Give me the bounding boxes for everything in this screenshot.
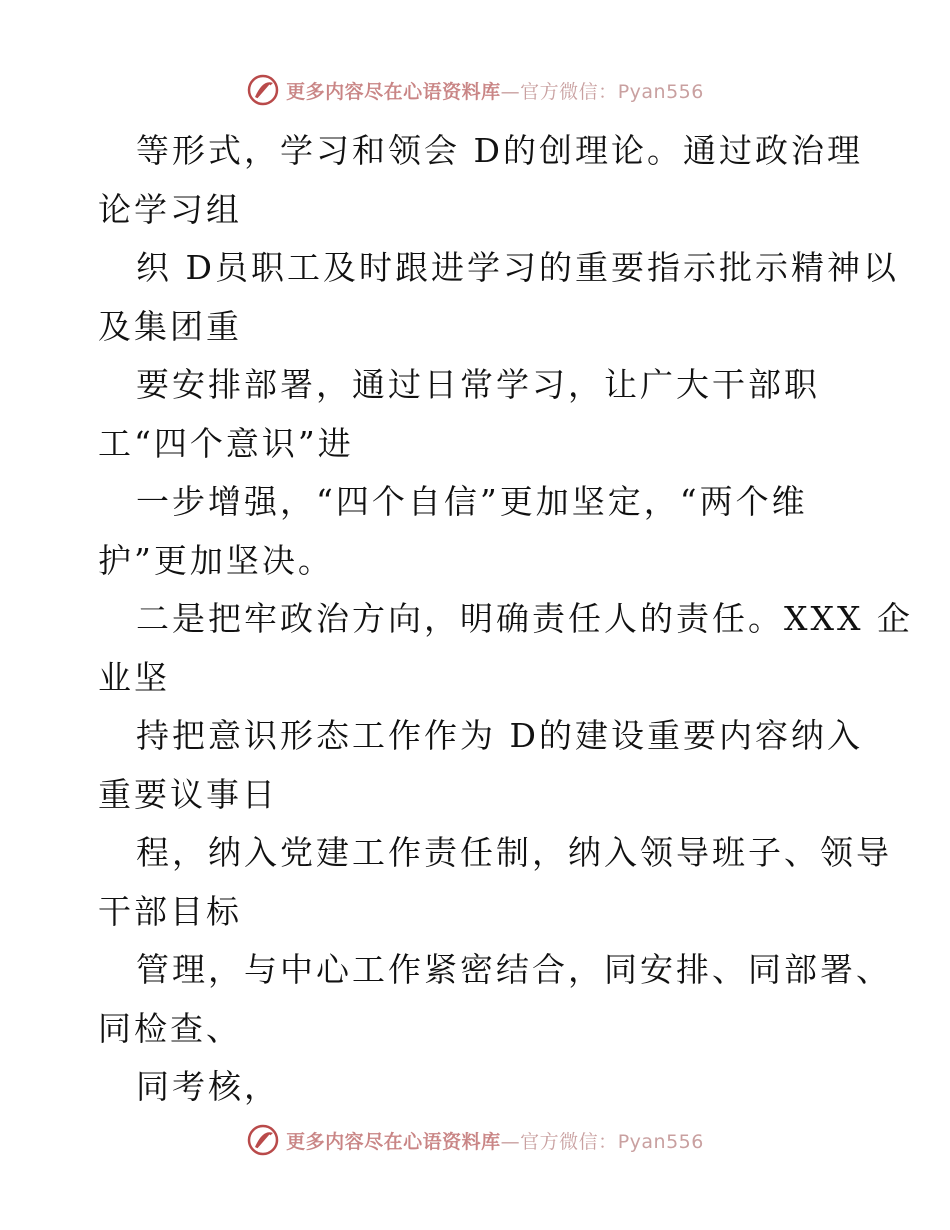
text-line: 一步增强，“四个自信”更加坚定，“两个维 — [136, 482, 808, 521]
text-line: 重要议事日 — [98, 774, 278, 814]
footer-watermark — [0, 1120, 950, 1160]
watermark-text — [286, 77, 704, 104]
watermark-separator: — — [500, 1130, 521, 1153]
watermark-label: 官方微信： — [520, 1130, 618, 1153]
document-body — [98, 122, 913, 1117]
text-line: 及集团重 — [98, 306, 242, 346]
text-line: 程，纳入党建工作责任制，纳入领导班子、领导 — [136, 833, 892, 872]
text-line: 论学习组 — [98, 189, 242, 229]
text-line: 持把意识形态工作作为 D的建设重要内容纳入 — [136, 716, 863, 755]
text-line: 干部目标 — [98, 891, 242, 931]
text-line: 二是把牢政治方向，明确责任人的责任。XXX 企 — [136, 599, 913, 638]
watermark-separator: — — [500, 80, 521, 103]
watermark-handle: Pyan556 — [617, 1130, 704, 1153]
brand-logo-icon — [246, 1123, 280, 1157]
watermark-label: 官方微信： — [520, 80, 618, 103]
brand-logo-icon — [246, 73, 280, 107]
watermark-brand: 更多内容尽在心语资料库 — [286, 80, 501, 103]
header-watermark — [0, 70, 950, 110]
text-line: 等形式，学习和领会 D的创理论。通过政治理 — [136, 131, 863, 170]
text-line: 要安排部署，通过日常学习，让广大干部职 — [136, 365, 820, 404]
watermark-handle: Pyan556 — [617, 80, 704, 103]
text-line: 管理，与中心工作紧密结合，同安排、同部署、 — [136, 950, 892, 989]
watermark-brand: 更多内容尽在心语资料库 — [286, 1130, 501, 1153]
watermark-text — [286, 1127, 704, 1154]
text-line: 同考核， — [136, 1067, 280, 1106]
text-line: 织 D员职工及时跟进学习的重要指示批示精神以 — [136, 248, 899, 287]
text-line: 工“四个意识”进 — [98, 423, 354, 463]
text-line: 业坚 — [98, 657, 170, 697]
text-line: 同检查、 — [98, 1008, 242, 1048]
text-line: 护”更加坚决。 — [98, 540, 334, 580]
